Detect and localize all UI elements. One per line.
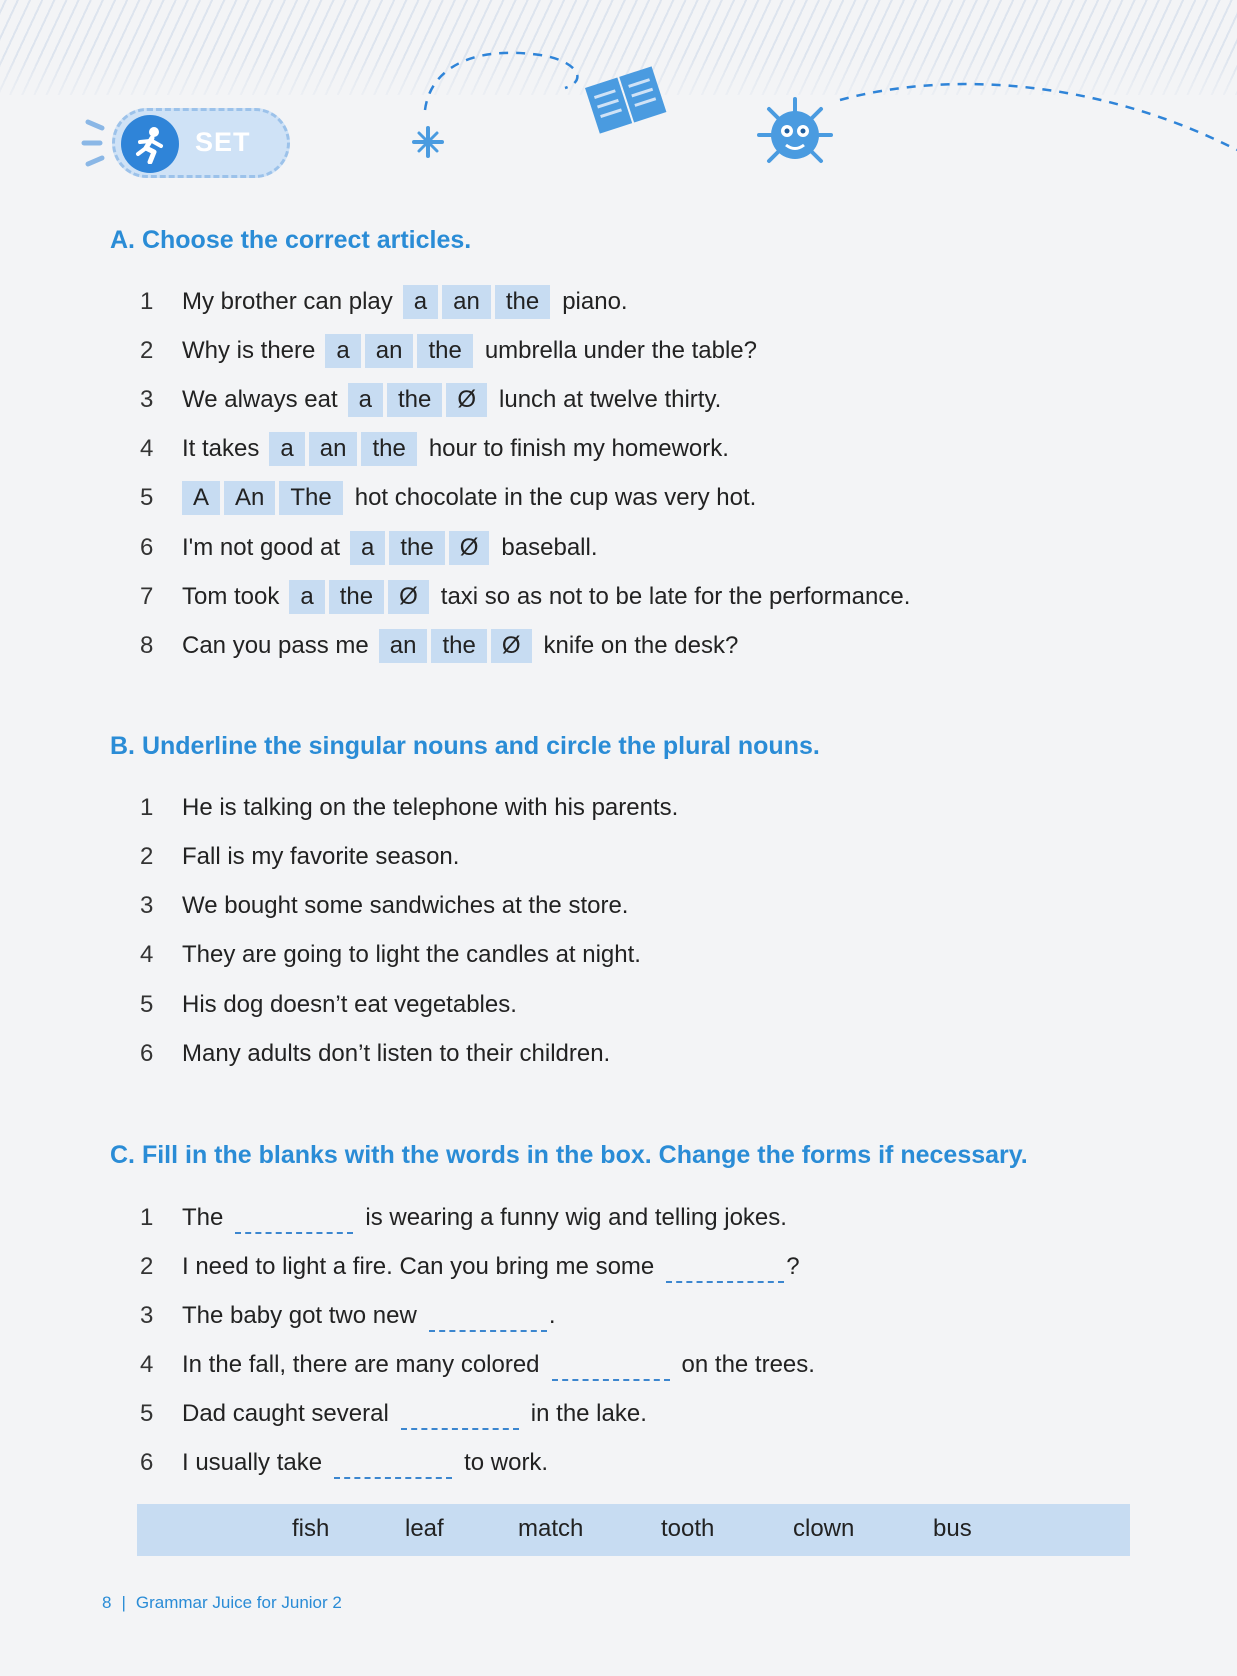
choice-chip[interactable]: Ø (388, 580, 429, 614)
choice-chip[interactable]: an (309, 432, 358, 466)
answer-blank[interactable] (401, 1398, 519, 1430)
answer-blank[interactable] (334, 1447, 452, 1479)
sentence[interactable]: Many adults don’t listen to their children. (182, 1040, 611, 1067)
fill-item: 5 Dad caught several in the lake. (140, 1394, 647, 1434)
answer-blank[interactable] (552, 1349, 670, 1381)
book-icon (585, 66, 666, 133)
article-choices (350, 531, 493, 565)
fill-item: 4 In the fall, there are many colored on the trees. (140, 1345, 815, 1385)
choice-chip[interactable]: a (348, 383, 383, 417)
choice-chip[interactable]: the (387, 383, 442, 417)
sentence[interactable]: He is talking on the telephone with his parents. (182, 794, 679, 821)
set-badge (112, 108, 290, 178)
choice-chip[interactable]: the (495, 285, 550, 319)
choice-chip[interactable]: the (417, 334, 472, 368)
badge-label: SET (195, 127, 251, 157)
article-choices (289, 580, 432, 614)
noun-item: 1 He is talking on the telephone with his parents. (140, 794, 679, 821)
word-box-item: tooth (661, 1515, 715, 1542)
choice-chip[interactable]: the (329, 580, 384, 614)
choice-chip[interactable]: the (361, 432, 416, 466)
noun-item: 6 Many adults don’t listen to their children. (140, 1040, 611, 1067)
article-choices (269, 432, 420, 466)
article-choices (403, 285, 554, 319)
choice-chip[interactable]: a (325, 334, 360, 368)
article-item: 2 Why is there a an the umbrella under the table? (140, 331, 757, 371)
sentence[interactable]: His dog doesn’t eat vegetables. (182, 991, 517, 1018)
sentence[interactable]: Fall is my favorite season. (182, 843, 460, 870)
choice-chip[interactable]: Ø (491, 629, 532, 663)
fill-item: 6 I usually take to work. (140, 1443, 548, 1483)
page-number: 8 (102, 1593, 112, 1612)
sparkle-icon (414, 128, 442, 156)
section-b-title: B. Underline the singular nouns and circle the plural nouns. (110, 732, 820, 760)
article-choices (348, 383, 491, 417)
choice-chip[interactable]: an (365, 334, 414, 368)
choice-chip[interactable]: an (379, 629, 428, 663)
choice-chip[interactable]: a (350, 531, 385, 565)
running-figure-icon (121, 115, 179, 173)
answer-blank[interactable] (429, 1300, 547, 1332)
choice-chip[interactable]: a (403, 285, 438, 319)
word-box-item: bus (933, 1515, 972, 1542)
choice-chip[interactable]: A (182, 481, 220, 515)
article-choices (379, 629, 536, 663)
word-box-item: match (518, 1515, 584, 1542)
page-footer: 8 | Grammar Juice for Junior 2 (102, 1593, 342, 1612)
article-item: 8 Can you pass me an the Ø knife on the desk? (140, 626, 738, 666)
section-c-title: C. Fill in the blanks with the words in the box. Change the forms if necessary. (110, 1141, 1028, 1169)
article-item: 4 It takes a an the hour to finish my homework. (140, 429, 729, 469)
speed-lines-icon (84, 122, 102, 164)
monster-icon (759, 99, 831, 161)
word-box (137, 1504, 1130, 1556)
choice-chip[interactable]: a (269, 432, 304, 466)
choice-chip[interactable]: Ø (449, 531, 490, 565)
sentence[interactable]: We bought some sandwiches at the store. (182, 892, 629, 919)
book-title: Grammar Juice for Junior 2 (135, 1593, 342, 1612)
answer-blank[interactable] (666, 1251, 784, 1283)
choice-chip[interactable]: The (279, 481, 342, 515)
article-item: 7 Tom took a the Ø taxi so as not to be late for the performance. (140, 577, 910, 617)
noun-item: 5 His dog doesn’t eat vegetables. (140, 991, 517, 1018)
noun-item: 2 Fall is my favorite season. (140, 843, 460, 870)
noun-item: 3 We bought some sandwiches at the store. (140, 892, 629, 919)
article-item: 1 My brother can play a an the piano. (140, 282, 628, 322)
choice-chip[interactable]: the (389, 531, 444, 565)
section-a-title: A. Choose the correct articles. (110, 226, 472, 254)
word-box-item: leaf (405, 1515, 444, 1542)
article-item: 6 I'm not good at a the Ø baseball. (140, 528, 598, 568)
answer-blank[interactable] (235, 1202, 353, 1234)
article-item: 3 We always eat a the Ø lunch at twelve thirty. (140, 380, 721, 420)
fill-item: 2 I need to light a fire. Can you bring me some ? (140, 1247, 800, 1287)
word-box-item: clown (793, 1515, 855, 1542)
article-choices (325, 334, 476, 368)
sentence[interactable]: They are going to light the candles at night. (182, 941, 641, 968)
fill-item: 3 The baby got two new . (140, 1296, 555, 1336)
choice-chip[interactable]: Ø (446, 383, 487, 417)
choice-chip[interactable]: an (442, 285, 491, 319)
choice-chip[interactable]: a (289, 580, 324, 614)
word-box-item: fish (292, 1515, 330, 1542)
article-item: 5 A An The hot chocolate in the cup was very hot. (140, 478, 756, 518)
article-choices (182, 481, 347, 515)
choice-chip[interactable]: An (224, 481, 275, 515)
fill-item: 1 The is wearing a funny wig and telling jokes. (140, 1198, 787, 1238)
noun-item: 4 They are going to light the candles at night. (140, 941, 641, 968)
choice-chip[interactable]: the (431, 629, 486, 663)
